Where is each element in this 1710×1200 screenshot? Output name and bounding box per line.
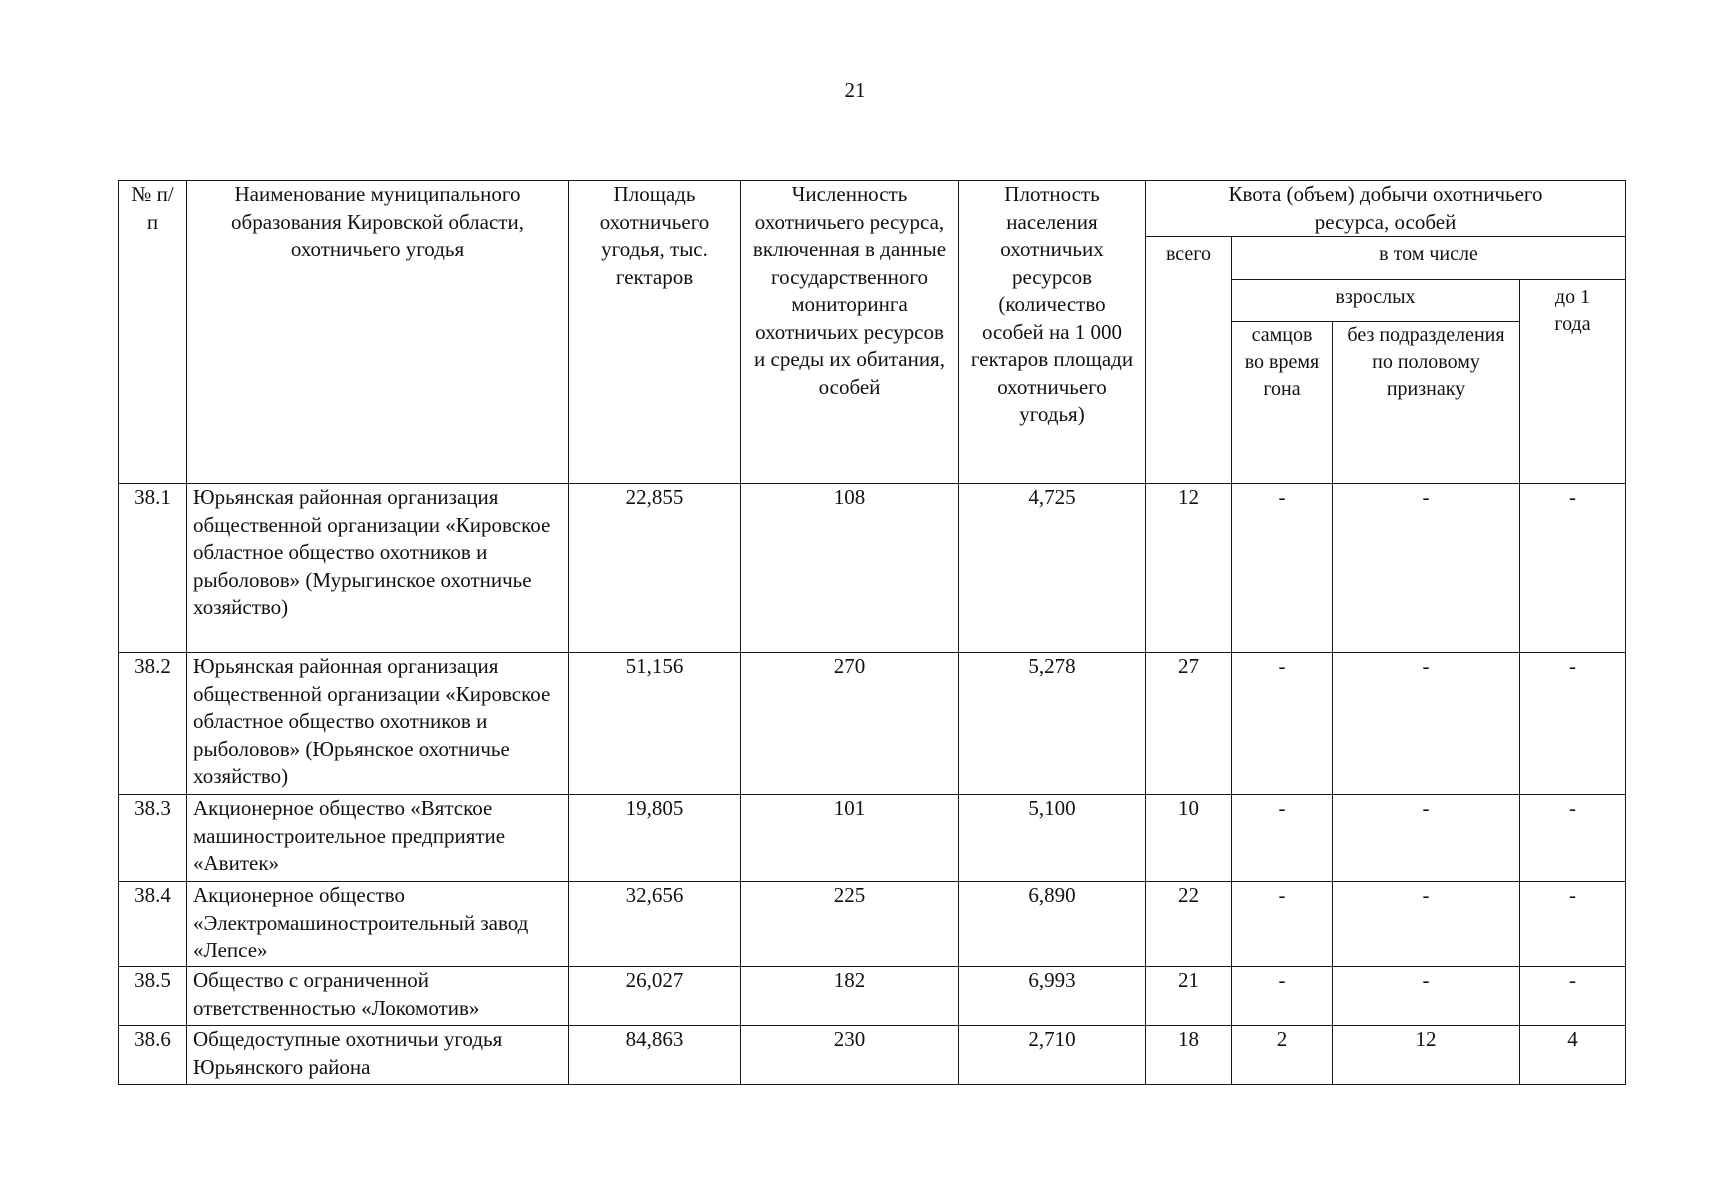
header-under-1-year: до 1 года <box>1520 280 1626 484</box>
table-body <box>119 484 1626 1085</box>
row-total: 21 <box>1146 967 1232 1026</box>
table-row <box>119 484 1626 653</box>
row-under-1: - <box>1520 967 1626 1026</box>
row-name: Юрьянская районная организация общественной организации «Кировское областное общество охотников и рыболовов» (Юрьянское охотничье хозяйство) <box>187 653 569 795</box>
row-males: - <box>1232 653 1333 795</box>
row-under-1: - <box>1520 653 1626 795</box>
row-total: 27 <box>1146 653 1232 795</box>
row-population: 225 <box>741 882 959 967</box>
row-total: 22 <box>1146 882 1232 967</box>
header-without-sex-division: без подразделения по половому признаку <box>1333 322 1520 484</box>
row-density: 5,278 <box>959 653 1146 795</box>
row-population: 230 <box>741 1026 959 1085</box>
row-population: 108 <box>741 484 959 653</box>
header-name: Наименование муниципального образования Кировской области, охотничьего угодья <box>187 181 569 484</box>
row-name: Акционерное общество «Электромашиностроительный завод «Лепсе» <box>187 882 569 967</box>
row-area: 22,855 <box>569 484 741 653</box>
row-number: 38.3 <box>119 795 187 882</box>
table-row <box>119 882 1626 967</box>
row-no-sex: - <box>1333 967 1520 1026</box>
row-number: 38.5 <box>119 967 187 1026</box>
row-total: 18 <box>1146 1026 1232 1085</box>
row-population: 101 <box>741 795 959 882</box>
row-density: 6,890 <box>959 882 1146 967</box>
row-name: Общество с ограниченной ответственностью «Локомотив» <box>187 967 569 1026</box>
row-population: 182 <box>741 967 959 1026</box>
row-area: 51,156 <box>569 653 741 795</box>
row-under-1: 4 <box>1520 1026 1626 1085</box>
header-density: Плотность населения охотничьих ресурсов (количество особей на 1 000 гектаров площади охотничьего угодья) <box>959 181 1146 484</box>
row-number: 38.1 <box>119 484 187 653</box>
row-males: - <box>1232 967 1333 1026</box>
row-name: Акционерное общество «Вятское машиностроительное предприятие «Авитек» <box>187 795 569 882</box>
header-including: в том числе <box>1232 237 1626 280</box>
row-total: 12 <box>1146 484 1232 653</box>
table-header <box>119 181 1626 484</box>
row-number: 38.2 <box>119 653 187 795</box>
row-males: - <box>1232 882 1333 967</box>
row-males: 2 <box>1232 1026 1333 1085</box>
row-males: - <box>1232 795 1333 882</box>
header-number: № п/п <box>119 181 187 484</box>
row-males: - <box>1232 484 1333 653</box>
row-number: 38.6 <box>119 1026 187 1085</box>
table-row <box>119 967 1626 1026</box>
header-quota: Квота (объем) добычи охотничьего ресурса, особей <box>1146 181 1626 237</box>
row-density: 2,710 <box>959 1026 1146 1085</box>
header-population: Численность охотничьего ресурса, включенная в данные государственного мониторинга охотничьих ресурсов и среды их обитания, особей <box>741 181 959 484</box>
header-total: всего <box>1146 237 1232 484</box>
header-males-rut: самцов во время гона <box>1232 322 1333 484</box>
row-density: 4,725 <box>959 484 1146 653</box>
header-adults: взрослых <box>1232 280 1520 322</box>
row-total: 10 <box>1146 795 1232 882</box>
row-area: 19,805 <box>569 795 741 882</box>
row-no-sex: - <box>1333 882 1520 967</box>
row-no-sex: - <box>1333 484 1520 653</box>
table-row <box>119 795 1626 882</box>
row-population: 270 <box>741 653 959 795</box>
row-under-1: - <box>1520 882 1626 967</box>
row-no-sex: - <box>1333 653 1520 795</box>
table-row <box>119 1026 1626 1085</box>
table-row <box>119 653 1626 795</box>
page-number: 21 <box>844 78 866 102</box>
row-area: 32,656 <box>569 882 741 967</box>
row-number: 38.4 <box>119 882 187 967</box>
row-density: 5,100 <box>959 795 1146 882</box>
header-area: Площадь охотничьего угодья, тыс. гектаров <box>569 181 741 484</box>
row-density: 6,993 <box>959 967 1146 1026</box>
row-under-1: - <box>1520 795 1626 882</box>
row-no-sex: - <box>1333 795 1520 882</box>
row-area: 26,027 <box>569 967 741 1026</box>
hunting-quota-table <box>118 180 1626 1085</box>
row-under-1: - <box>1520 484 1626 653</box>
row-area: 84,863 <box>569 1026 741 1085</box>
row-no-sex: 12 <box>1333 1026 1520 1085</box>
row-name: Юрьянская районная организация общественной организации «Кировское областное общество охотников и рыболовов» (Мурыгинское охотничье хозяйство) <box>187 484 569 653</box>
row-name: Общедоступные охотничьи угодья Юрьянского района <box>187 1026 569 1085</box>
